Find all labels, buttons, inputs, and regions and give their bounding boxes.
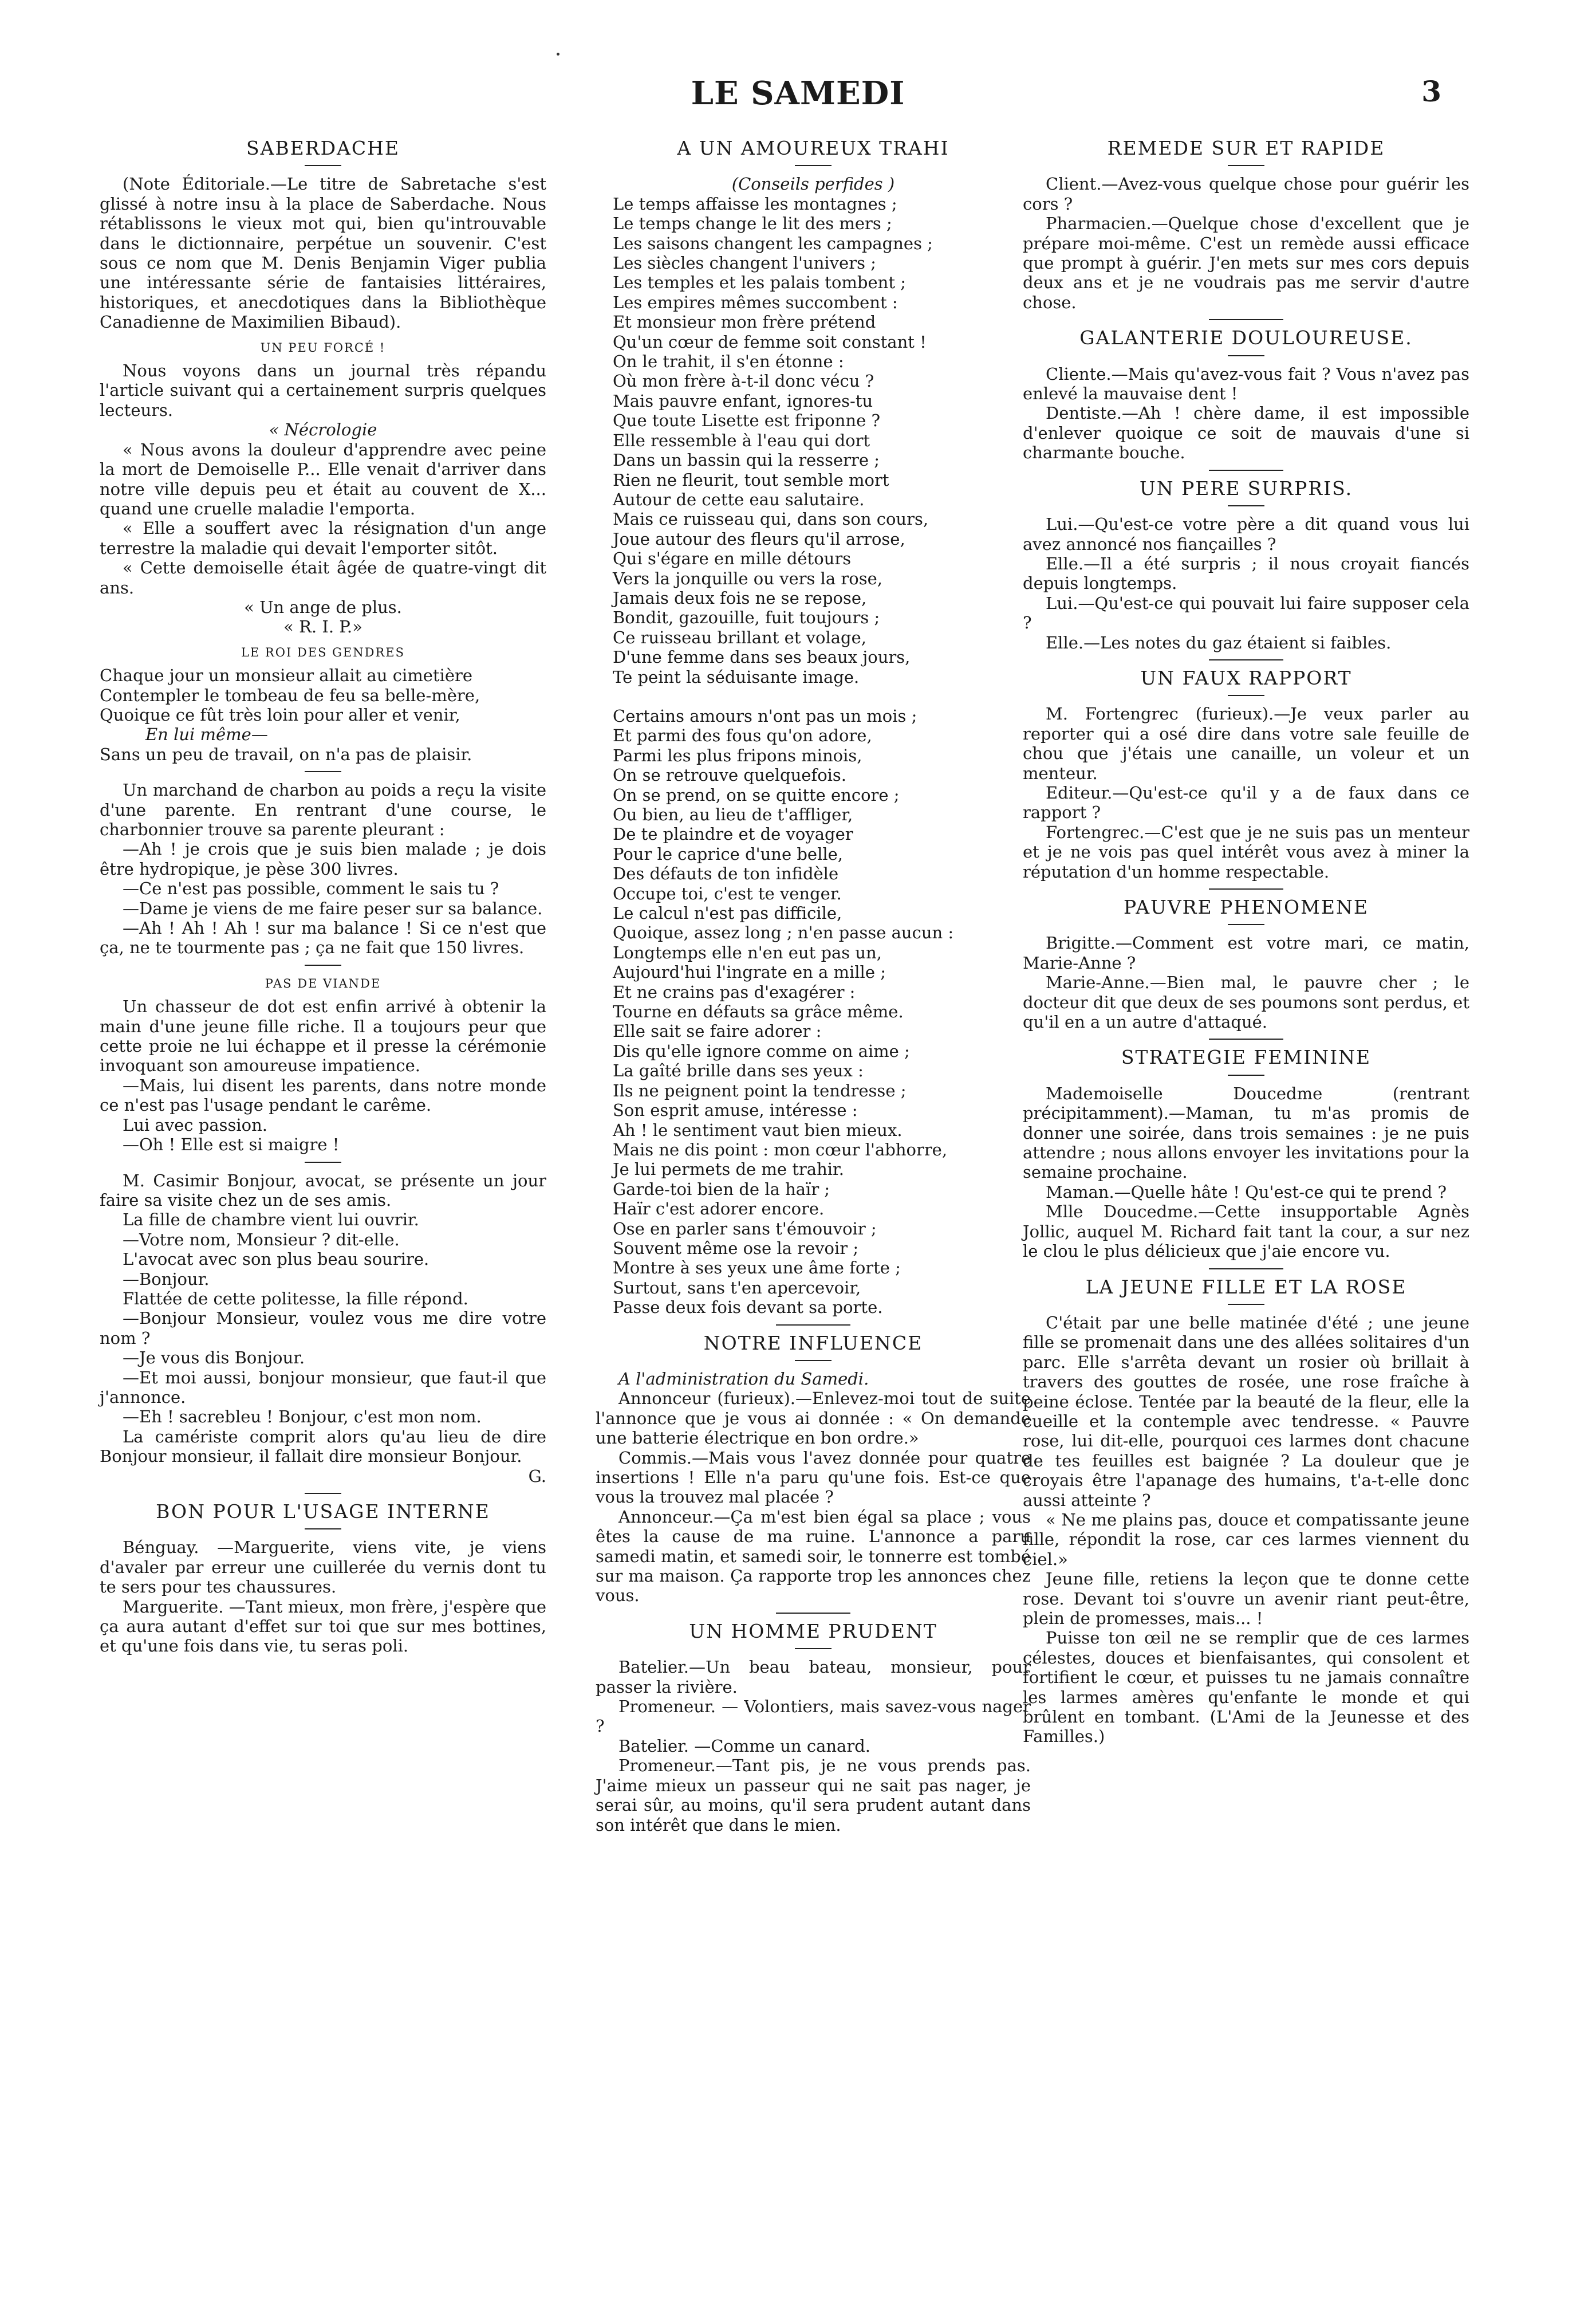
- poem-line: Des défauts de ton infidèle: [613, 864, 839, 884]
- paragraph: Cliente.—Mais qu'avez-vous fait ? Vous n'avez pas enlevé la mauvaise dent !: [1023, 364, 1469, 404]
- heading-pere-surpris: UN PERE SURPRIS.: [1139, 477, 1353, 500]
- poem-line: Autour de cette eau salutaire.: [613, 489, 865, 509]
- poem-line: Ah ! le sentiment vaut bien mieux.: [613, 1120, 903, 1140]
- poem-line: Et monsieur mon frère prétend: [613, 312, 876, 332]
- divider: [305, 1162, 341, 1163]
- divider: [776, 1324, 850, 1326]
- poem-line: Longtemps elle n'en eut pas un,: [613, 942, 882, 962]
- divider: [305, 1528, 341, 1529]
- paragraph: Elle.—Les notes du gaz étaient si faibles.: [1046, 632, 1392, 652]
- heading-jeune-fille-rose: LA JEUNE FILLE ET LA ROSE: [1085, 1275, 1407, 1298]
- poem-stanza: [613, 706, 1031, 1318]
- poem-line: On le trahit, il s'en étonne :: [613, 352, 844, 372]
- poem-line: Jamais deux fois ne se repose,: [613, 588, 867, 608]
- poem-line: Mais ne dis point : mon cœur l'abhorre,: [613, 1139, 948, 1159]
- paragraph: Annonceur.—Ça m'est bien égal sa place ; vous êtes la cause de ma ruine. L'annonce a paru samedi matin, et samedi soir, le tonnerre est tombé sur ma maison. Ça rapporte trop les annonces chez vous.: [596, 1507, 1031, 1606]
- necrologie-title: « Nécrologie: [269, 420, 377, 440]
- paragraph: M. Fortengrec (furieux).—Je veux parler au reporter qui a osé dire dans votre sale feuille de chou que j'étais une canaille, un voleur et un menteur.: [1023, 704, 1469, 783]
- divider: [305, 965, 341, 966]
- heading-homme-prudent: UN HOMME PRUDENT: [689, 1619, 937, 1642]
- heading-amoureux-trahi: A UN AMOUREUX TRAHI: [677, 137, 949, 159]
- divider: [1228, 695, 1264, 696]
- poem-line: Certains amours n'ont pas un mois ;: [613, 706, 917, 726]
- poem-line: Mais ce ruisseau qui, dans son cours,: [613, 509, 929, 529]
- poem-line: Haïr c'est adorer encore.: [613, 1199, 825, 1219]
- paragraph: —Bonjour Monsieur, voulez vous me dire votre nom ?: [100, 1308, 546, 1348]
- column-right: [1023, 135, 1469, 1747]
- divider: [1209, 888, 1283, 890]
- poem-line: Quoique, assez long ; n'en passe aucun :: [613, 923, 954, 943]
- page-number: 3: [1421, 74, 1441, 108]
- poem-line: Son esprit amuse, intéresse :: [613, 1100, 858, 1120]
- paragraph: A l'administration du Samedi.: [618, 1369, 869, 1389]
- divider: [305, 165, 341, 166]
- paragraph: —Bonjour.: [123, 1269, 210, 1289]
- paragraph: La camériste comprit alors qu'au lieu de dire Bonjour monsieur, il fallait dire monsieur Bonjour.: [100, 1426, 546, 1466]
- divider: [1228, 165, 1264, 166]
- paragraph: Batelier.—Un beau bateau, monsieur, pour passer la rivière.: [596, 1657, 1031, 1697]
- poem-line: Souvent même ose la revoir ;: [613, 1238, 859, 1258]
- paragraph: M. Casimir Bonjour, avocat, se présente un jour faire sa visite chez un de ses amis.: [100, 1170, 546, 1210]
- heading-pauvre-phenomene: PAUVRE PHENOMENE: [1124, 896, 1369, 918]
- paragraph: —Ce n'est pas possible, comment le sais tu ?: [123, 879, 499, 899]
- divider: [1228, 924, 1264, 925]
- paragraph: —Dame je viens de me faire peser sur sa balance.: [123, 898, 543, 918]
- divider: [795, 165, 832, 166]
- poem-line: Passe deux fois devant sa porte.: [613, 1297, 883, 1318]
- poem-line: Dans un bassin qui la resserre ;: [613, 450, 880, 470]
- masthead: [0, 74, 1596, 126]
- verse-line: Contempler le tombeau de feu sa belle-mère,: [100, 685, 480, 705]
- poem-line: Occupe toi, c'est te venger.: [613, 883, 842, 903]
- divider: [795, 1360, 832, 1361]
- poem-line: De te plaindre et de voyager: [613, 824, 853, 844]
- divider: [1228, 505, 1264, 506]
- heading-galanterie: GALANTERIE DOULOUREUSE.: [1079, 327, 1413, 349]
- paragraph: Un chasseur de dot est enfin arrivé à obtenir la main d'une jeune fille riche. Il a toujours peur que cette proie ne lui échappe et il presse la cérémonie invoquant son amoureuse impatience.: [100, 997, 546, 1076]
- paragraph: Pharmacien.—Quelque chose d'excellent que je prépare moi-même. C'est un remède aussi efficace que prompt à guérir. J'en mets sur mes cors depuis deux ans et je ne voudrais pas me servir d'autre chose.: [1023, 214, 1469, 312]
- paragraph: —Et moi aussi, bonjour monsieur, que faut-il que j'annonce.: [100, 1367, 546, 1407]
- poem-line: Ce ruisseau brillant et volage,: [613, 627, 866, 647]
- paragraph: —Je vous dis Bonjour.: [123, 1348, 305, 1368]
- poem-line: Que toute Lisette est friponne ?: [613, 411, 881, 431]
- poem-line: Le temps affaisse les montagnes ;: [613, 194, 897, 214]
- paragraph: Commis.—Mais vous l'avez donnée pour quatre insertions ! Elle n'a paru qu'une fois. Est-ce que vous la trouvez mal placée ?: [596, 1448, 1031, 1507]
- paragraph: Un marchand de charbon au poids a reçu la visite d'une parente. En rentrant d'une course, le charbonnier trouve sa parente pleurant :: [100, 780, 546, 839]
- poem-line: On se prend, on se quitte encore ;: [613, 785, 900, 805]
- paragraph: Promeneur. — Volontiers, mais savez-vous nager ?: [596, 1697, 1031, 1736]
- poem-line: Où mon frère à-t-il donc vécu ?: [613, 371, 874, 391]
- paragraph: —Eh ! sacrebleu ! Bonjour, c'est mon nom.: [123, 1407, 482, 1427]
- divider: [1228, 1304, 1264, 1305]
- paragraph: Maman.—Quelle hâte ! Qu'est-ce qui te prend ?: [1046, 1182, 1447, 1202]
- poem-line: Parmi les plus fripons minois,: [613, 745, 862, 765]
- divider: [305, 1493, 341, 1494]
- poem-line: Te peint la séduisante image.: [613, 667, 860, 687]
- paragraph: Mlle Doucedme.—Cette insupportable Agnès Jollic, auquel M. Richard fait tant la cour, a sur nez le clou le plus délicieux que j'aie encore vu.: [1023, 1202, 1469, 1261]
- paragraph: Marguerite. —Tant mieux, mon frère, j'espère que ça aura autant d'effet sur toi que sur mes bottines, et qu'une fois dans vie, tu seras poli.: [100, 1596, 546, 1656]
- poem-line: Pour le caprice d'une belle,: [613, 844, 843, 864]
- paragraph: Bénguay. —Marguerite, viens vite, je viens d'avaler par erreur une cuillerée du vernis dont tu te sers pour tes chaussures.: [100, 1537, 546, 1597]
- poem-line: Joue autour des fleurs qu'il arrose,: [613, 529, 905, 549]
- paragraph: Puisse ton œil ne se remplir que de ces larmes célestes, douces et bienfaisantes, qui consolent et fortifient le cœur, et puisses tu ne jamais connaître les larmes amères qu'enfante le monde et qui brûlent en tombant. (L'Ami de la Jeunesse et des Familles.): [1023, 1628, 1469, 1747]
- poem-line: Montre à ses yeux une âme forte ;: [613, 1258, 901, 1278]
- poem-line: Elle ressemble à l'eau qui dort: [613, 430, 870, 450]
- poem-line: Dis qu'elle ignore comme on aime ;: [613, 1041, 910, 1061]
- paragraph: Flattée de cette politesse, la fille répond.: [123, 1288, 468, 1308]
- ink-speck: [557, 53, 559, 56]
- poem-line: Elle sait se faire adorer :: [613, 1021, 822, 1041]
- poem-line: Je lui permets de me trahir.: [613, 1159, 844, 1179]
- paragraph: « Ne me plains pas, douce et compatissante jeune fille, répondit la rose, car ces larmes viennent du ciel.»: [1023, 1509, 1469, 1569]
- paragraph: Lui.—Qu'est-ce qui pouvait lui faire supposer cela ?: [1023, 593, 1469, 633]
- divider: [795, 1648, 832, 1649]
- paragraph: Marie-Anne.—Bien mal, le pauvre cher ; le docteur dit que deux de ses poumons sont perdus, et qu'il en a un autre d'attaqué.: [1023, 973, 1469, 1032]
- poem-line: Le temps change le lit des mers ;: [613, 214, 892, 234]
- verse-line: En lui même—: [145, 725, 268, 745]
- column-left: [100, 135, 546, 1656]
- paragraph: C'était par une belle matinée d'été ; une jeune fille se promenait dans une des allées solitaires d'un parc. Elle s'arrêta devant un rosier où brillait à travers des gouttes de rosée, une rose fraîche à peine éclose. Tentée par la beauté de la fleur, elle la cueille et la contemple avec tendresse. « Pauvre rose, lui dit-elle, pourquoi ces larmes dont chacune de tes feuilles est baignée ? La douleur que je croyais être l'apanage des humains, t'a-t-elle donc aussi atteinte ?: [1023, 1312, 1469, 1510]
- heading-remede: REMEDE SUR ET RAPIDE: [1107, 137, 1385, 159]
- poem-line: La gaîté brille dans ses yeux :: [613, 1061, 864, 1081]
- poem: [596, 194, 1031, 1318]
- paragraph: La fille de chambre vient lui ouvrir.: [123, 1210, 419, 1230]
- poem-line: Les temples et les palais tombent ;: [613, 273, 906, 293]
- heading-strategie-feminine: STRATEGIE FEMININE: [1121, 1046, 1372, 1069]
- poem-line: Qu'un cœur de femme soit constant !: [613, 332, 927, 352]
- poem-line: Le calcul n'est pas difficile,: [613, 903, 842, 923]
- divider: [1228, 355, 1264, 356]
- paragraph: —Ah ! je crois que je suis bien malade ; je dois être hydropique, je pèse 300 livres.: [100, 839, 546, 879]
- heading-saberdache: SABERDACHE: [246, 137, 400, 159]
- paragraph: —Oh ! Elle est si maigre !: [123, 1135, 340, 1155]
- paragraph: —Mais, lui disent les parents, dans notre monde ce n'est pas l'usage pendant le carême.: [100, 1075, 546, 1115]
- divider: [1209, 1268, 1283, 1269]
- paragraph: Elle.—Il a été surpris ; il nous croyait fiancés depuis longtemps.: [1023, 553, 1469, 593]
- paragraph: « Elle a souffert avec la résignation d'un ange terrestre la maladie qui devait l'emporter sitôt.: [100, 518, 546, 558]
- poem-line: Les siècles changent l'univers ;: [613, 253, 876, 273]
- paragraph: Lui.—Qu'est-ce votre père a dit quand vous lui avez annoncé nos fiançailles ?: [1023, 514, 1469, 554]
- poem-line: Vers la jonquille ou vers la rose,: [613, 568, 882, 588]
- poem-line: D'une femme dans ses beaux jours,: [613, 647, 911, 667]
- paragraph: L'avocat avec son plus beau sourire.: [123, 1249, 429, 1269]
- divider: [1209, 470, 1283, 471]
- poem-line: Ils ne peignent point la tendresse ;: [613, 1080, 907, 1100]
- paragraph: « Nous avons la douleur d'apprendre avec peine la mort de Demoiselle P... Elle venait d'arriver dans notre ville depuis peu et était au couvent de X... quand une cruelle maladie l'emporta.: [100, 439, 546, 518]
- paragraph: Batelier. —Comme un canard.: [618, 1736, 870, 1756]
- paragraph: « Cette demoiselle était âgée de quatre-vingt dit ans.: [100, 558, 546, 597]
- poem-line: Ose en parler sans t'émouvoir ;: [613, 1218, 877, 1238]
- paragraph: Brigitte.—Comment est votre mari, ce matin, Marie-Anne ?: [1023, 933, 1469, 973]
- editorial-note: (Note Éditoriale.—Le titre de Sabretache s'est glissé à notre insu à la place de Saberdache. Nous rétablissons le vieux mot qui, bien qu'introuvable dans le dictionnaire, perpétue un souvenir. C'est sous ce nom que M. Denis Benjamin Viger publia une intéressante série de fantaisies littéraires, historiques, et anecdotiques dans la Bibliothèque Canadienne de Maximilien Bibaud).: [100, 174, 546, 332]
- paragraph: Client.—Avez-vous quelque chose pour guérir les cors ?: [1023, 174, 1469, 214]
- paragraph: Dentiste.—Ah ! chère dame, il est impossible d'enlever quoique ce soit de mauvais d'une si charmante bouche.: [1023, 403, 1469, 463]
- paragraph: « R. I. P.»: [283, 617, 362, 637]
- paragraph: —Ah ! Ah ! Ah ! sur ma balance ! Si ce n'est que ça, ne te tourmente pas ; ça ne fait que 150 livres.: [100, 918, 546, 958]
- poem-stanza: [613, 194, 1031, 687]
- poem-line: Les saisons changent les campagnes ;: [613, 233, 933, 253]
- paragraph: Fortengrec.—C'est que je ne suis pas un menteur et je ne vois pas quel intérêt vous avez à miner la réputation d'un homme respectable.: [1023, 822, 1469, 882]
- verse-line: Quoique ce fût très loin pour aller et venir,: [100, 705, 460, 725]
- heading-notre-influence: NOTRE INFLUENCE: [703, 1331, 923, 1354]
- poem-line: Tourne en défauts sa grâce même.: [613, 1002, 904, 1022]
- paragraph: Jeune fille, retiens la leçon que te donne cette rose. Devant toi s'ouvre un avenir riant peut-être, plein de promesses, mais... !: [1023, 1569, 1469, 1628]
- poem-line: Ou bien, au lieu de t'affliger,: [613, 805, 853, 824]
- poem-line: Et parmi des fous qu'on adore,: [613, 726, 872, 746]
- poem-line: Garde-toi bien de la haïr ;: [613, 1179, 830, 1199]
- column-middle: [596, 135, 1031, 1835]
- paragraph: Lui avec passion.: [123, 1115, 267, 1135]
- newspaper-title: LE SAMEDI: [691, 74, 905, 112]
- heading-faux-rapport: UN FAUX RAPPORT: [1140, 666, 1352, 689]
- poem-line: Bondit, gazouille, fuit toujours ;: [613, 608, 880, 628]
- poem-line: Mais pauvre enfant, ignores-tu: [613, 391, 873, 411]
- paragraph: « Un ange de plus.: [244, 597, 402, 617]
- signature: G.: [528, 1466, 546, 1486]
- poem-line: Et ne crains pas d'exagérer :: [613, 982, 856, 1002]
- paragraph: Promeneur.—Tant pis, je ne vous prends pas. J'aime mieux un passeur qui ne sait pas nager, je serai sûr, au moins, qu'il sera prudent autant dans son intérêt que dans le mien.: [596, 1756, 1031, 1835]
- divider: [1209, 319, 1283, 320]
- subheading-pas-de-viande: PAS DE VIANDE: [265, 976, 381, 990]
- poem-line: Les empires mêmes succombent :: [613, 292, 898, 312]
- divider: [305, 771, 341, 772]
- poem-line: Surtout, sans t'en apercevoir,: [613, 1277, 861, 1297]
- verse-line: Chaque jour un monsieur allait au cimetière: [100, 666, 473, 686]
- paragraph: Nous voyons dans un journal très répandu l'article suivant qui a certainement surpris quelques lecteurs.: [100, 361, 546, 420]
- poem-subtitle: (Conseils perfides ): [731, 174, 895, 194]
- poem-line: Qui s'égare en mille détours: [613, 549, 852, 569]
- paragraph: Editeur.—Qu'est-ce qu'il y a de faux dans ce rapport ?: [1023, 782, 1469, 823]
- paragraph: —Votre nom, Monsieur ? dit-elle.: [123, 1229, 400, 1249]
- paragraph: Mademoiselle Doucedme (rentrant précipitamment).—Maman, tu m'as promis de donner une soirée, dans trois semaines : je ne puis attendre ; nous allons envoyer les invitations pour la semaine prochaine.: [1023, 1083, 1469, 1182]
- heading-usage-interne: BON POUR L'USAGE INTERNE: [156, 1500, 490, 1523]
- subheading-roi-des-gendres: LE ROI DES GENDRES: [241, 645, 405, 659]
- divider: [1228, 1075, 1264, 1076]
- poem-line: Aujourd'hui l'ingrate en a mille ;: [613, 962, 886, 982]
- divider: [1209, 1039, 1283, 1040]
- poem-line: Rien ne fleurit, tout semble mort: [613, 470, 889, 490]
- divider: [776, 1613, 850, 1614]
- subheading-peu-force: UN PEU FORCÉ !: [260, 340, 386, 355]
- verse-line: Sans un peu de travail, on n'a pas de plaisir.: [100, 744, 472, 764]
- divider: [1209, 659, 1283, 660]
- poem-line: On se retrouve quelquefois.: [613, 765, 847, 785]
- paragraph: Annonceur (furieux).—Enlevez-moi tout de suite l'annonce que je vous ai donnée : « On demande une batterie électrique en bon ordre.»: [596, 1389, 1031, 1448]
